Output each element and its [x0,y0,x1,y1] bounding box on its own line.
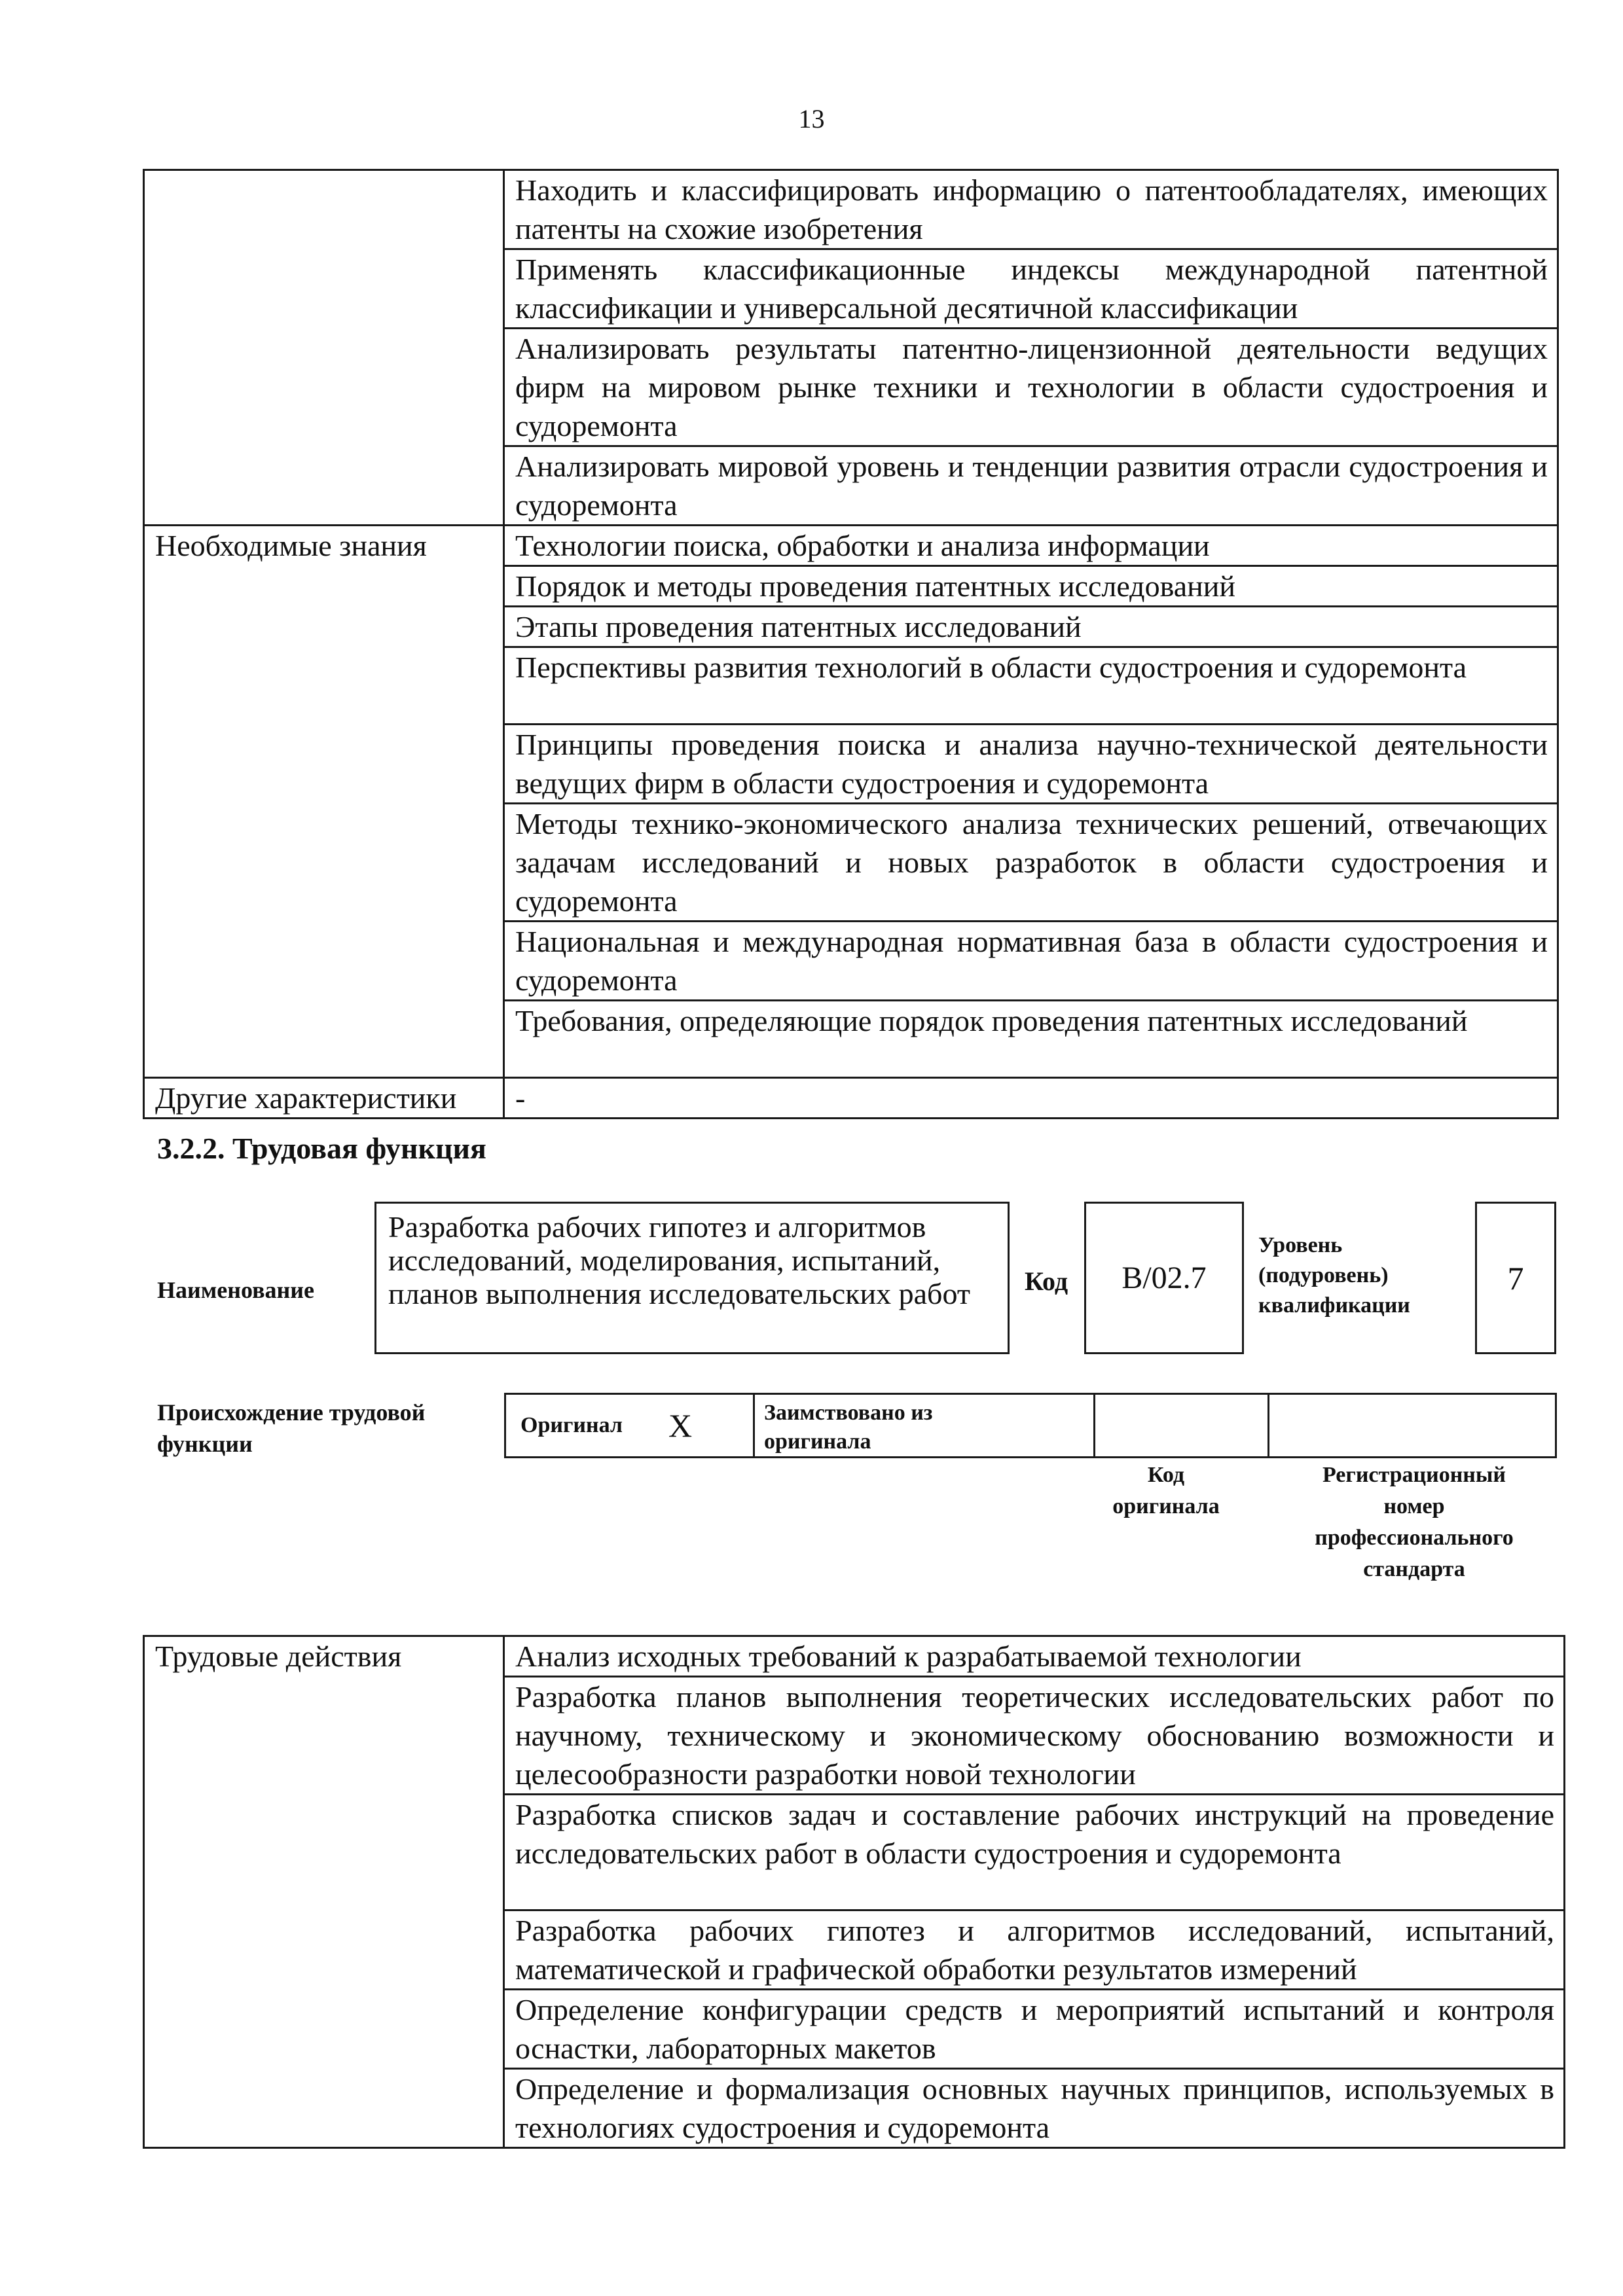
labor-action-row: Определение конфигурации средств и мероприятий испытаний и контроля оснастки, лабораторных макетов [504,1990,1565,2069]
labor-action-row: Анализ исходных требований к разрабатываемой технологии [504,1636,1565,1677]
knowledge-row: Методы технико-экономического анализа технических решений, отвечающих задачам исследований и новых разработок в области судостроения и судоремонта [504,804,1558,922]
origin-row [504,1393,1557,1458]
skills-knowledge-table [143,169,1559,1119]
origin-label: Происхождение трудовой функции [157,1399,426,1457]
knowledge-row: Требования, определяющие порядок проведения патентных исследований [504,1001,1558,1078]
labor-action-row: Разработка списков задач и составление рабочих инструкций на проведение исследовательских работ в области судостроения и судоремонта [504,1795,1565,1910]
skill-row: Анализировать мировой уровень и тенденции развития отрасли судостроения и судоремонта [504,446,1558,526]
qualification-level-box: 7 [1475,1202,1556,1354]
knowledge-row: Этапы проведения патентных исследований [504,607,1558,647]
knowledge-row: Принципы проведения поиска и анализа научно-технической деятельности ведущих фирм в области судостроения и судоремонта [504,725,1558,804]
original-code-caption: Код оригинала [1112,1463,1220,1518]
original-mark: X [668,1407,693,1444]
code-box: B/02.7 [1084,1202,1244,1354]
original-code-cell [1095,1395,1269,1456]
other-characteristics-value: - [504,1078,1558,1119]
skills-label-cell [144,170,504,526]
registration-number-cell [1269,1395,1555,1456]
skill-row: Находить и классифицировать информацию о патентообладателях, имеющих патенты на схожие изобретения [504,170,1558,249]
skill-row: Анализировать результаты патентно-лицензионной деятельности ведущих фирм на мировом рынке техники и технологии в области судостроения и судоремонта [504,329,1558,446]
registration-number-caption: Регистрационный номер профессионального стандарта [1315,1463,1514,1581]
borrowed-cell: Заимствовано из оригинала [755,1395,1095,1456]
labor-action-row: Определение и формализация основных научных принципов, используемых в технологиях судостроения и судоремонта [504,2069,1565,2148]
original-cell: Оригинал X [506,1395,755,1456]
function-name-box: Разработка рабочих гипотез и алгоритмов исследований, моделирования, испытаний, планов выполнения исследовательских работ [374,1202,1010,1354]
knowledge-row: Порядок и методы проведения патентных исследований [504,566,1558,607]
skill-row: Применять классификационные индексы международной патентной классификации и универсальной десятичной классификации [504,249,1558,329]
code-label: Код [1025,1266,1068,1296]
labor-action-row: Разработка рабочих гипотез и алгоритмов исследований, испытаний, математической и графической обработки результатов измерений [504,1910,1565,1990]
section-heading: 3.2.2. Трудовая функция [157,1132,486,1165]
knowledge-label: Необходимые знания [144,526,504,1078]
labor-actions-label: Трудовые действия [144,1636,504,2148]
knowledge-row: Технологии поиска, обработки и анализа информации [504,526,1558,566]
labor-action-row: Разработка планов выполнения теоретических исследовательских работ по научному, техническому и экономическому обоснованию возможности и целесообразности разработки новой технологии [504,1677,1565,1795]
page-number: 13 [798,104,825,134]
labor-actions-table [143,1635,1565,2149]
knowledge-row: Перспективы развития технологий в области судостроения и судоремонта [504,647,1558,725]
qualification-level-label: Уровень (подуровень) квалификации [1258,1233,1410,1318]
other-characteristics-label: Другие характеристики [144,1078,504,1119]
knowledge-row: Национальная и международная нормативная база в области судостроения и судоремонта [504,922,1558,1001]
name-label: Наименование [157,1277,314,1303]
